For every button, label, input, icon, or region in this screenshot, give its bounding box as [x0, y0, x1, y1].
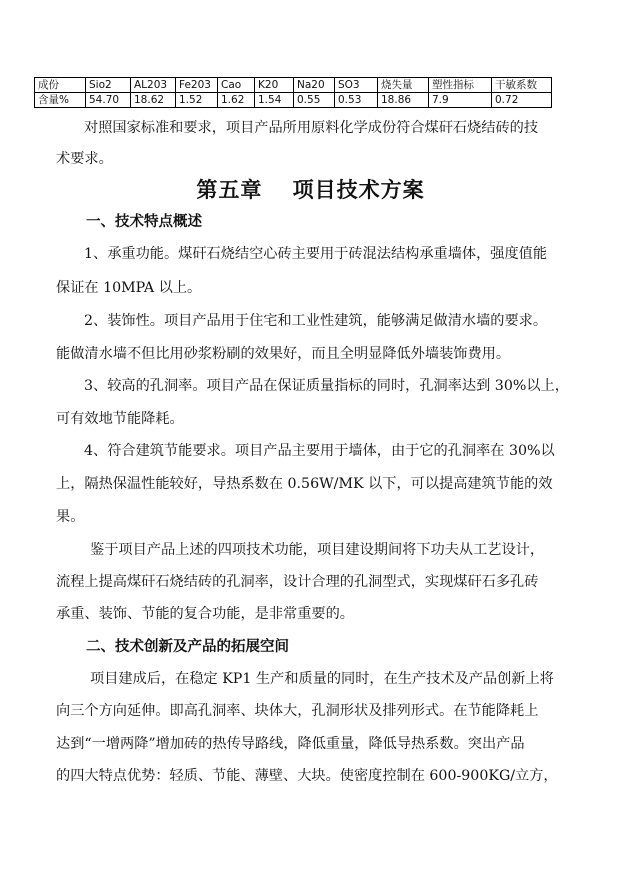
table-cell: 0.53 — [335, 93, 378, 108]
table-cell: Sio2 — [86, 78, 131, 93]
composition-table — [34, 77, 552, 108]
paragraph-line: 3、较高的孔洞率。项目产品在保证质量指标的同时，孔洞率达到 30%以上， — [84, 378, 569, 394]
table-cell: 1.52 — [176, 93, 218, 108]
table-row — [35, 93, 552, 108]
paragraph-line: 承重、装饰、节能的复合功能，是非常重要的。 — [56, 606, 354, 622]
table-cell: 18.86 — [378, 93, 429, 108]
table-cell: 含量% — [35, 93, 86, 108]
paragraph-line: 项目建成后，在稳定 KP1 生产和质量的同时，在生产技术及产品创新上将 — [90, 671, 554, 687]
table-header-row — [35, 78, 552, 93]
paragraph-line: 能做清水墙不但比用砂浆粉刷的效果好，而且全明显降低外墙装饰费用。 — [56, 346, 511, 362]
paragraph-line: 2、装饰性。项目产品用于住宅和工业性建筑，能够满足做清水墙的要求。 — [84, 313, 548, 329]
table-cell: SO3 — [335, 78, 378, 93]
table-cell: AL203 — [131, 78, 176, 93]
paragraph-line: 可有效地节能降耗。 — [56, 411, 184, 427]
table-cell: 1.54 — [255, 93, 294, 108]
table-cell: K20 — [255, 78, 294, 93]
paragraph-line: 达到“一增两降”增加砖的热传导路线，降低重量，降低导热系数。突出产品 — [56, 736, 525, 752]
paragraph-line: 上，隔热保温性能较好，导热系数在 0.56W/MK 以下，可以提高建筑节能的效 — [56, 476, 553, 492]
table-cell: 18.62 — [131, 93, 176, 108]
table-cell: 成份 — [35, 78, 86, 93]
table-cell: 0.72 — [492, 93, 552, 108]
paragraph-line: 的四大特点优势：轻质、节能、薄壁、大块。使密度控制在 600-900KG/立方， — [56, 768, 558, 784]
paragraph-line: 鉴于项目产品上述的四项技术功能，项目建设期间将下功夫从工艺设计， — [90, 542, 545, 558]
paragraph-line: 术要求。 — [56, 151, 113, 167]
paragraph-line: 向三个方向延伸。即高孔洞率、块体大，孔洞形状及排列形式。在节能降耗上 — [56, 703, 539, 719]
table-cell: Cao — [218, 78, 255, 93]
table-cell: Fe203 — [176, 78, 218, 93]
section-heading: 一、技术特点概述 — [86, 213, 202, 230]
table-cell: 塑性指标 — [429, 78, 492, 93]
paragraph-line: 果。 — [56, 509, 85, 525]
chapter-title: 第五章 项目技术方案 — [196, 177, 425, 202]
table-cell: 1.62 — [218, 93, 255, 108]
paragraph-line: 1、承重功能。煤矸石烧结空心砖主要用于砖混法结构承重墙体，强度值能 — [84, 246, 548, 262]
section-heading: 二、技术创新及产品的拓展空间 — [86, 638, 289, 655]
paragraph-line: 保证在 10MPA 以上。 — [56, 280, 202, 296]
paragraph-line: 流程上提高煤矸石烧结砖的孔洞率，设计合理的孔洞型式，实现煤矸石多孔砖 — [56, 574, 539, 590]
table-cell: 7.9 — [429, 93, 492, 108]
table-cell: 54.70 — [86, 93, 131, 108]
table-cell: 烧失量 — [378, 78, 429, 93]
table-cell: Na20 — [294, 78, 335, 93]
paragraph-line: 对照国家标准和要求，项目产品所用原料化学成份符合煤矸石烧结砖的技 — [84, 120, 539, 136]
paragraph-line: 4、符合建筑节能要求。项目产品主要用于墙体，由于它的孔洞率在 30%以 — [84, 443, 555, 459]
table-cell: 干敏系数 — [492, 78, 552, 93]
table-cell: 0.55 — [294, 93, 335, 108]
